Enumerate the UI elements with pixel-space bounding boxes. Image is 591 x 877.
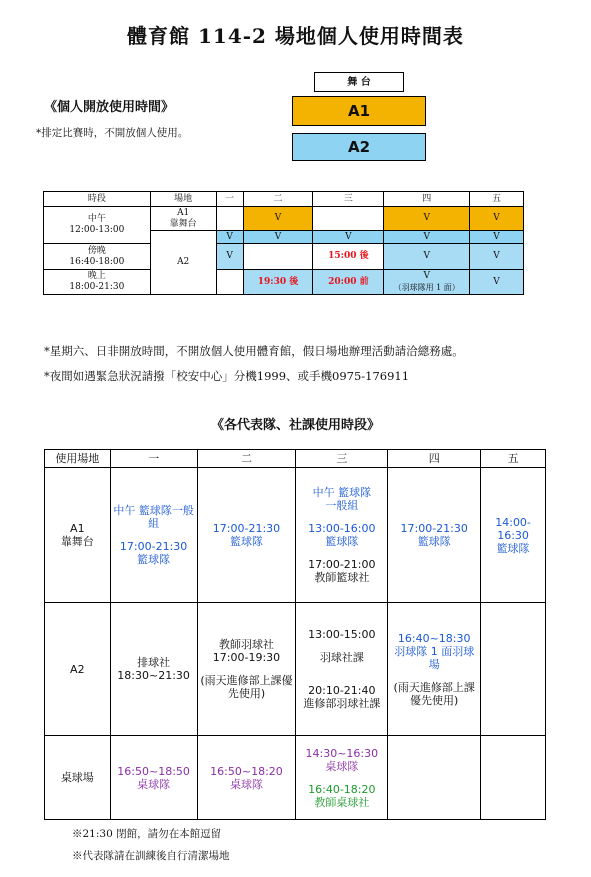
table2-header: 二 — [197, 450, 296, 468]
entry: 16:40-18:20 教師桌球社 — [308, 782, 376, 809]
entry: 進修部羽球社課 — [303, 697, 381, 710]
table1-header: 四 — [384, 192, 470, 207]
a2-thu — [388, 603, 481, 736]
table2-header: 五 — [481, 450, 546, 468]
legend-a2: A2 — [292, 133, 426, 161]
note-emergency: *夜間如遇緊急狀況請撥「校安中心」分機1999、或手機0975-176911 — [44, 369, 410, 383]
entry: 13:00-15:00 — [308, 628, 376, 641]
table1-header: 時段 — [44, 192, 151, 207]
table1-row-night — [44, 270, 524, 295]
legend-a1: A1 — [292, 96, 426, 126]
section2-heading: 《各代表隊、社課使用時段》 — [210, 418, 380, 433]
table2-header: 三 — [296, 450, 388, 468]
note-weekend: *星期六、日非開放時間，不開放個人使用體育館，假日場地辦理活動請洽總務處。 — [44, 344, 464, 358]
table1-header-row — [44, 192, 524, 207]
entry: 16:40~18:30 羽球隊 1 面羽球場 — [394, 631, 475, 671]
entry: 17:00-21:00 教師籃球社 — [308, 558, 376, 584]
entry: 17:00-21:30 籃球隊 — [119, 540, 188, 566]
time-evening: 傍晚 16:40-18:00 — [44, 244, 151, 270]
a2-tue — [197, 603, 296, 736]
entry: 中午 籃球隊一般組 — [113, 504, 194, 530]
footer-cleaning-note: ※代表隊請在訓練後自行清潔場地 — [72, 850, 230, 862]
table1-header: 五 — [470, 192, 524, 207]
table2-row-tt — [45, 736, 546, 820]
cell: V — [216, 231, 243, 244]
a2-wed — [296, 603, 388, 736]
legend-stage: 舞 台 — [314, 72, 404, 92]
table1-row-noon-a1 — [44, 207, 524, 231]
table2-header: 四 — [388, 450, 481, 468]
venue-a1: A1 靠舞台 — [150, 207, 216, 231]
cell — [313, 207, 384, 231]
a1-thu: 17:00-21:30 籃球隊 — [388, 468, 481, 603]
cell: 20:00 前 — [313, 270, 384, 295]
entry: 14:30~16:30 桌球隊 — [305, 746, 379, 773]
cell: 19:30 後 — [243, 270, 313, 295]
cell: V — [243, 231, 313, 244]
table2-header-row — [45, 450, 546, 468]
entry: 羽球社課 — [319, 651, 364, 664]
cell: 15:00 後 — [313, 244, 384, 270]
entry: 教師羽球社 17:00-19:30 — [212, 638, 281, 664]
cell — [216, 207, 243, 231]
section1-heading: 《個人開放使用時間》 — [44, 100, 175, 115]
team-schedule-table — [44, 449, 546, 820]
table2-header: 一 — [110, 450, 197, 468]
cell: V — [384, 231, 470, 244]
cell-note: （羽球隊用 1 面） — [393, 283, 460, 292]
individual-schedule-table — [43, 191, 524, 295]
tt-thu — [388, 736, 481, 820]
entry: 20:10-21:40 — [308, 684, 376, 697]
table2-header: 使用場地 — [45, 450, 111, 468]
venue-label: A1 靠舞台 — [45, 468, 111, 603]
page-title: 體育館 114-2 場地個人使用時間表 — [127, 24, 464, 48]
a1-mon — [110, 468, 197, 603]
entry: (雨天進修部上課優先使用) — [200, 674, 293, 700]
cell: V — [216, 244, 243, 270]
a1-fri: 14:00- 16:30 籃球隊 — [481, 468, 546, 603]
table1-header: 場地 — [150, 192, 216, 207]
footer-closing-note: ※21:30 閉館，請勿在本館逗留 — [72, 828, 222, 840]
table2-row-a2 — [45, 603, 546, 736]
cell: V — [313, 231, 384, 244]
entry: (雨天進修部上課優先使用) — [393, 680, 475, 707]
cell: V — [384, 244, 470, 270]
a2-fri — [481, 603, 546, 736]
venue-label: 桌球場 — [45, 736, 111, 820]
table1-header: 二 — [243, 192, 313, 207]
venue-label: A2 — [45, 603, 111, 736]
a2-mon: 排球社 18:30~21:30 — [110, 603, 197, 736]
time-night: 晚上 18:00-21:30 — [44, 270, 151, 295]
cell — [216, 270, 243, 295]
cell: V — [470, 270, 524, 295]
time-noon: 中午 12:00-13:00 — [44, 207, 151, 244]
cell — [243, 244, 313, 270]
tt-tue: 16:50~18:20 桌球隊 — [197, 736, 296, 820]
a1-wed — [296, 468, 388, 603]
cell: V — [470, 231, 524, 244]
cell: V — [470, 244, 524, 270]
section1-note: *排定比賽時，不開放個人使用。 — [36, 127, 189, 139]
table1-header: 一 — [216, 192, 243, 207]
tt-mon: 16:50~18:50 桌球隊 — [110, 736, 197, 820]
cell: V — [243, 207, 313, 231]
cell: V — [470, 207, 524, 231]
table1-row-evening — [44, 244, 524, 270]
cell: V — [384, 207, 470, 231]
a1-tue: 17:00-21:30 籃球隊 — [197, 468, 296, 603]
tt-fri — [481, 736, 546, 820]
table2-row-a1 — [45, 468, 546, 603]
entry: 13:00-16:00 籃球隊 — [308, 522, 376, 548]
tt-wed — [296, 736, 388, 820]
cell: V — [423, 271, 430, 281]
entry: 中午 籃球隊 一般組 — [312, 486, 372, 512]
cell-thu-night — [384, 270, 470, 295]
venue-a2: A2 — [150, 231, 216, 295]
table1-header: 三 — [313, 192, 384, 207]
